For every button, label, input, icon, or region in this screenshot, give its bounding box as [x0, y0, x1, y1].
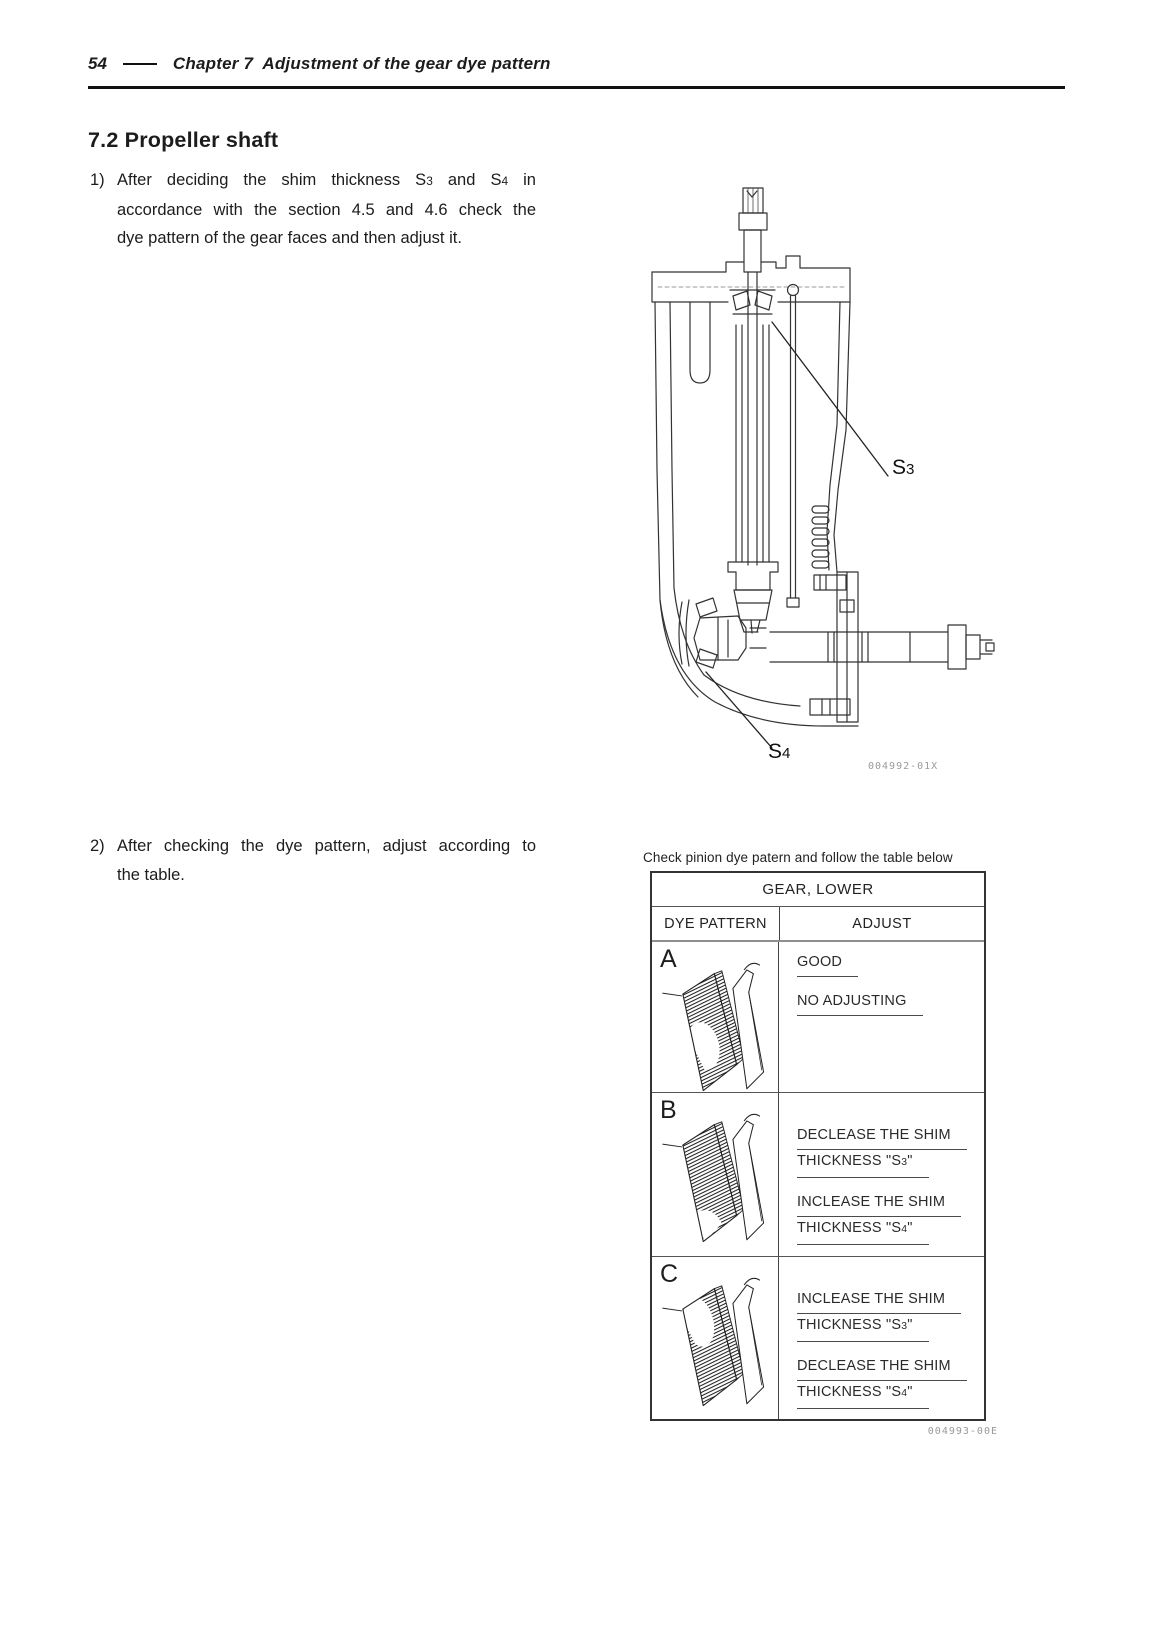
dye-table-rows [652, 942, 984, 1419]
forward-gear [694, 616, 766, 660]
step-1-number: 1) [90, 171, 105, 189]
page-header [88, 54, 551, 74]
driveshaft-tube [736, 325, 769, 562]
header-dash [123, 63, 157, 66]
step-2-text: After checking the dye pattern, adjust according to the table. [117, 837, 536, 884]
adjust-cell [779, 1257, 984, 1419]
forward-bearing-and-shim [679, 598, 717, 668]
upper-bearing [730, 290, 775, 314]
housing-right-wall [827, 302, 850, 572]
vent-slots [812, 506, 829, 568]
chapter-title: Chapter 7 Adjustment of the gear dye pattern [172, 54, 551, 73]
adjust-instruction: NO ADJUSTING [797, 990, 984, 1016]
adjust-cell [779, 1093, 984, 1256]
step-2-number: 2) [90, 837, 105, 855]
dye-pattern-cell [652, 1093, 779, 1256]
dye-pattern-cell [652, 942, 779, 1092]
s4-leader-line [706, 672, 772, 748]
propeller-shaft [770, 625, 994, 669]
shim-label-s4: S4 [768, 740, 791, 763]
shim-label-s3: S3 [892, 456, 915, 479]
pinion-gear [728, 562, 778, 633]
pattern-letter: C [660, 1260, 679, 1288]
step-2 [90, 832, 536, 889]
table-header: GEAR, LOWER [652, 873, 984, 907]
step-1 [90, 166, 536, 253]
table-code: 004993-00E [927, 1426, 998, 1437]
gear-tooth-drawing [655, 1105, 771, 1251]
housing-top-flange [652, 256, 850, 302]
section-title: 7.2 Propeller shaft [88, 128, 279, 152]
shift-rod [787, 285, 799, 608]
column-adjust: ADJUST [852, 915, 912, 932]
adjust-instruction: DECLEASE THE SHIM THICKNESS "S4" [797, 1355, 984, 1409]
column-dye-pattern: DYE PATTERN [652, 907, 780, 940]
adjust-instruction: DECLEASE THE SHIM THICKNESS "S3" [797, 1124, 984, 1178]
pattern-letter: B [660, 1096, 677, 1124]
gear-tooth-drawing [655, 954, 771, 1100]
step-1-text: After deciding the shim thickness S3 and S4 in accordance with the section 4.5 and 4.6 check the dye pattern of the gear faces and then adjust it. [117, 171, 536, 247]
table-row-b [652, 1093, 984, 1257]
table-row-c [652, 1257, 984, 1419]
lower-unit-figure [600, 170, 1020, 810]
s3-leader-line [772, 322, 888, 476]
table-row-a [652, 942, 984, 1093]
dye-pattern-cell [652, 1257, 779, 1419]
housing-left-wall [655, 302, 710, 697]
header-rule [88, 86, 1065, 89]
adjust-instruction: INCLEASE THE SHIM THICKNESS "S3" [797, 1288, 984, 1342]
adjust-instruction: INCLEASE THE SHIM THICKNESS "S4" [797, 1191, 984, 1245]
gear-tooth-drawing [655, 1269, 771, 1415]
dye-pattern-table [650, 871, 986, 1421]
table-caption: Check pinion dye patern and follow the table below [643, 850, 953, 865]
table-column-headers [652, 907, 984, 942]
adjust-cell [779, 942, 984, 1092]
gearcase-hull [660, 600, 858, 726]
figure-code: 004992-01X [868, 761, 939, 772]
page-number: 54 [88, 54, 107, 73]
pattern-letter: A [660, 945, 677, 973]
lower-unit-cross-section-diagram [600, 170, 1020, 810]
adjust-instruction: GOOD [797, 951, 984, 977]
